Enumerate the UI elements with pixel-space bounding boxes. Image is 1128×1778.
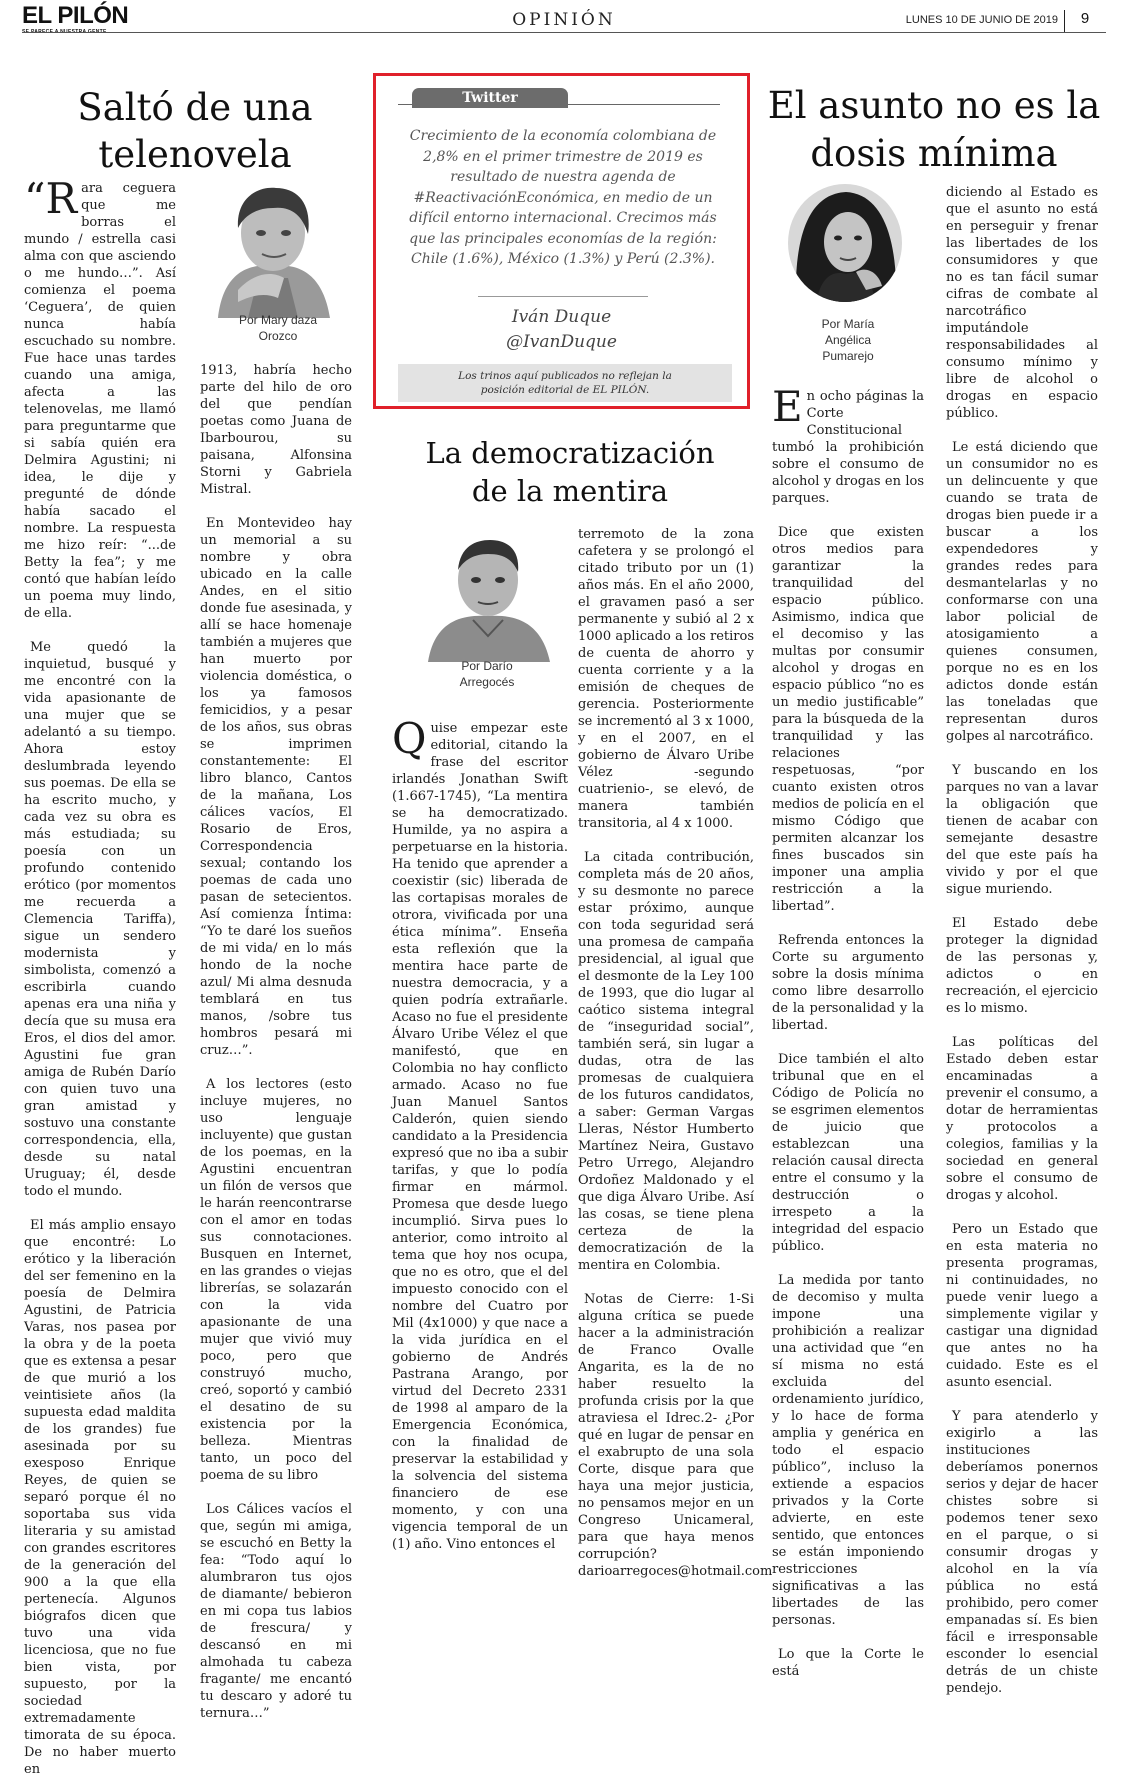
twitter-label: Twitter [412,88,568,108]
article-asunto-dosis-minima [758,0,1128,1696]
tweet-text: Crecimiento de la economía colombiana de 2,8% en el primer trimestre de 2019 es resultado de nuestra agenda de #ReactivaciónEconómica, en medio de un difícil entorno internacional. Crecimos más que las principales economías de la región: Chile (1.6%), México (1.3%) y Perú (2.3%). [409,128,717,267]
paragraph: terremoto de la zona cafetera y se prolongó el citado tributo por un (1) años más. En el año 2000, el gravamen pasó a ser permanente y subió al 2 x 1000 aplicado a los retiros de cuenta de ahorro y cuenta corriente y a la emisión de cheques de gerencia. Posteriormente se incrementó al 3 x 1000, y en el 2007, en el gobierno de Álvaro Uribe Vélez -segundo cuatrienio-, se elevó, de manera también transitoria, al 4 x 1000. [578,527,754,831]
author-byline: Por Darío Arregocés [459,659,515,689]
paragraph: La medida por tanto de decomiso y multa impone una prohibición a realizar una actividad que “en sí misma no está excluida del ordenamiento jurídico, y lo hace de forma amplia y genérica en todo el espacio público”, incluso la extiende a espacios privados y la Corte advierte, en este sentido, que entonces se están imponiendo restricciones significativas a las libertades de las personas. [772,1273,924,1628]
paragraph: “Rara ceguera que me borras el mundo / estrella casi alma con que asciendo o me hundo…”. Así comienza el poema ‘Ceguera’, de quien nunca había escuchado su nombre. Fue hace unas tardes cuando una amiga, afecta a las telenovelas, me llamó para preguntarme que si sabía quién era Delmira Agustini; ni idea, le dije y pregunté de dónde había sacado el nombre. La respuesta me hizo reír: “...de Betty la fea”; y me contó que habían leído un poema muy lindo, de ella. [24,174,176,621]
author-portrait [786,182,904,304]
paragraph: 1913, habría hecho parte del hilo de oro del que pendían poetas como Juana de Ibarbourou, su paisana, Alfonsina Storni y Gabriela Mistral. [200,363,352,497]
tweet-divider [478,296,648,297]
page-number: 9 [1080,10,1090,27]
paragraph: Pero un Estado que en esta materia no presenta programas, ni continuidades, no puede venir luego a simplemente vigilar y castigar una dignidad que antes no ha cuidado. Este es el asunto esencial. [946,1222,1098,1390]
tweet-author: Iván Duque [511,307,612,327]
author-portrait [418,532,558,662]
article-title: La democratización de la mentira [425,436,715,508]
paragraph: La citada contribución, completa más de 20 años, y su desmonte no parece estar próximo, aunque con toda seguridad será una promesa de campaña presidencial, al igual que el desmonte de la Ley 100 de 1993, que dio lugar al caótico sistema integral de “inseguridad social”, también será, sin lugar a dudas, otra de las promesas de cualquiera de los futuros candidatos, a saber: German Vargas Lleras, Néstor Humberto Martínez Neira, Gustavo Petro Urrego, Alejandro Ordoñez Maldonado y el que diga Álvaro Uribe. Así las cosas, se tiene plena certeza de la democratización de la mentira en Colombia. [578,850,754,1273]
paragraph: A los lectores (esto incluye mujeres, no uso lenguaje incluyente) que gustan de los poemas, en la Agustini encuentran un filón de versos que le harán reencontrarse con el amor en todas sus connotaciones. Busquen en Internet, en las grandes o viejas librerías, se solazarán con la vida apasionante de una mujer que vivió muy poco, pero que construyó mucho, creó, soportó y cambió el desatino de su existencia por la belleza. Mientras tanto, un poco del poema de su libro [200,1077,352,1483]
paragraph: Las políticas del Estado deben estar encaminadas a prevenir el consumo, a dotar de herramientas y protocolos a colegios, familias y la sociedad en general sobre el consumo de drogas y alcohol. [946,1035,1098,1203]
paragraph: Quise empezar este editorial, citando la frase del escritor irlandés Jonathan Swift (1.667-1745), “La mentira se ha democratizado. Humilde, ya no aspira a perpetuarse en la historia. Ha tenido que aprender a coexistir (sic) liberada de las cortapisas morales de otrora, vivificada por una ética mínima”. Enseña esta reflexión que la mentira hace parte de nuestra democracia, y a quien podría extrañarle. Acaso no fue el presidente Álvaro Uribe Vélez el que manifestó, que en Colombia no hay conflicto armado. Acaso no fue Juan Manuel Santos Calderón, quien siendo candidato a la Presidencia expresó que no iba a subir tarifas, y que lo podía firmar en mármol. Promesa que desde luego incumplió. Sirva pues lo anterior, como introito al tema que hoy nos ocupa, que no es otro, que el del impuesto conocido con el nombre del Cuatro por Mil (4x1000) y que nace a la vida jurídica en el gobierno de Andrés Pastrana Arango, por virtud del Decreto 2331 de 1998 al amparo de la Emergencia Económica, con la finalidad de preservar la estabilidad y la solvencia del sistema financiero de ese momento, y con una vigencia temporal de un (1) año. Vino entonces el [392,714,568,1552]
article-salto-telenovela [0,0,360,1777]
paragraph: Le está diciendo que un consumidor no es un delincuente y que cuando se trata de drogas bien puede ir a buscar a los expendedores y grandes redes para desmantelarlas y no conformarse con una labor policial de atosigamiento a quienes consumen, porque no es en los adictos donde están las toneladas que representan duros golpes al narcotráfico. [946,440,1098,744]
issue-date: LUNES 10 DE JUNIO DE 2019 [905,14,1058,26]
paragraph: En Montevideo hay un memorial a su nombre y obra ubicado en la calle Andes, en el sitio donde fue asesinada, y allí se hace homenaje también a mujeres que han muerto por violencia doméstica, o los ya famosos femicidios, y a pesar de los años, sus obras se imprimen constantemente: El libro blanco, Cantos de la mañana, Los cálices vacíos, El Rosario de Eros, Correspondencia sexual; contando los poemas de cada uno pasan de setecientos. Así comienza Íntima: “Yo te daré los sueños de mi vida/ en lo más hondo de la noche azul/ Mi alma desnuda temblará en tus manos, /sobre tus hombros pesará mi cruz…”. [200,516,352,1058]
author-byline: Por María Angélica Pumarejo [821,317,875,363]
paragraph: Me quedó la inquietud, busqué y me encontré con la vida apasionante de una mujer que se adelantó a su tiempo. Ahora estoy deslumbrada leyendo sus poemas. De ella se ha escrito mucho, y cada vez su obra es más estudiada; su poesía con un profundo contenido erótico (por momentos me recuerda a Clemencia Tariffa), sigue un sendero modernista y simbolista, comenzó a escribirla cuando apenas era una niña y decía que su musa era Eros, el dios del amor. Agustini fue gran amiga de Rubén Darío con quien tuvo una gran amistad y sostuvo una constante correspondencia, ella, desde su natal Uruguay; él, desde todo el mundo. [24,640,176,1199]
paragraph: Dice que existen otros medios para garantizar la tranquilidad del espacio público. Asimismo, indica que el decomiso y las multas por consumir alcohol y drogas en espacio público “no es un medio justificable” para la búsqueda de la tranquilidad y las relaciones respetuosas, “por cuanto existen otros medios de policía en el mismo Código que permiten alcanzar los fines buscados sin imponer una amplia restricción a la libertad”. [772,525,924,914]
article-title: El asunto no es la dosis mínima [767,84,1101,175]
paragraph: Lo que la Corte le está [772,1647,924,1679]
paragraph: El Estado debe proteger la dignidad de las personas y, adictos o en recreación, el ejercicio es lo mismo. [946,916,1098,1016]
author-byline: Por Mary daza Orozco [238,313,318,343]
paragraph: Los Cálices vacíos el que, según mi amiga, se escuchó en Betty la fea: “Todo aquí lo alumbraron tus ojos de diamante/ bebieron en mi copa tus labios de frescura/ y descansó en mi almohada tu cabeza fragante/ me encantó tu descaro y adoré tu ternura…” [200,1502,352,1721]
paragraph: En ocho páginas la Corte Constitucional tumbó la prohibición sobre el consumo de alcohol y drogas en los parques. [772,382,924,506]
dropcap: “R [24,174,78,223]
paragraph: Refrenda entonces la Corte su argumento sobre la dosis mínima como libre desarrollo de la personalidad y la libertad. [772,933,924,1033]
paragraph: diciendo al Estado es que el asunto no está en perseguir y frenar las libertades de los consumidores y que no es tan fácil sumar cifras de combate al narcotráfico imputándole responsabilidades al consumo mínimo y libre de alcohol o drogas en espacio público. [946,185,1098,421]
article-column-2 [200,362,352,1721]
article-column-1 [772,382,924,1679]
dropcap: E [772,382,803,431]
article-democratizacion-mentira [380,420,773,1579]
section-title: OPINIÓN [512,10,616,30]
logo-wordmark: EL PILÓN [22,2,129,29]
twitter-box [373,73,750,409]
paragraph: El más amplio ensayo que encontré: Lo erótico y la liberación del ser femenino en la poesía de Delmira Agustini, de Patricia Varas, nos pasea por la obra y de la poeta que es extensa a pesar de que murió a los veintisiete años (la supuesta edad maldita de los grandes) fue asesinada por su exesposo Enrique Reyes, de quien se separó porque él no soportaba sus vida literaria y su amistad con grandes escritores de la generación del 900 a la que ella pertenecía. Algunos biógrafos dicen que tuvo una vida licenciosa, que no fue bien vista, por supuesto, por la sociedad extremadamente timorata de su época. De no haber muerto en [24,1218,176,1777]
dropcap: Q [392,714,427,763]
article-column-1 [392,714,568,1552]
paragraph: Y buscando en los parques no van a lavar la obligación que tienen de acabar con semejante desastre del que este país ha vivido y por el que sigue muriendo. [946,763,1098,897]
twitter-disclaimer: Los trinos aquí publicados no reflejan la posición editorial de EL PILÓN. [398,364,732,402]
article-title: Saltó de una telenovela [77,86,313,176]
paragraph: Notas de Cierre: 1-Si alguna crítica se puede hacer a la administración de Franco Ovalle Angarita, es la de no haber resuelto la profunda crisis por la que atraviesa el Idrec.2- ¿Por qué en lugar de pensar en el exabrupto de una sola Corte, disque para que haya una mejor justicia, no pensamos mejor en un Congreso Unicameral, para que haya menos corrupción? darioarregoces@hotmail.com [578,1292,773,1579]
article-column-2 [946,184,1098,1696]
article-column-1 [24,174,176,1777]
author-portrait [198,178,348,318]
paragraph: Dice también el alto tribunal que en el Código de Policía no se esgrimen elementos de juicio que establezcan una relación causal directa entre el consumo y la destrucción o irrespeto a la integridad del espacio público. [772,1052,924,1254]
tweet-handle[interactable]: @IvanDuque [506,332,617,352]
paragraph: Y para atenderlo y exigirlo a las instituciones deberíamos ponernos serios y dejar de hacer chistes sobre si podemos tener sexo en el parque, o si consumir drogas y alcohol en la vía pública no está prohibido, pero comer empanadas sí. Es bien fácil e irresponsable esconder lo esencial detrás de un chiste pendejo. [946,1409,1098,1696]
article-column-2 [578,526,773,1579]
